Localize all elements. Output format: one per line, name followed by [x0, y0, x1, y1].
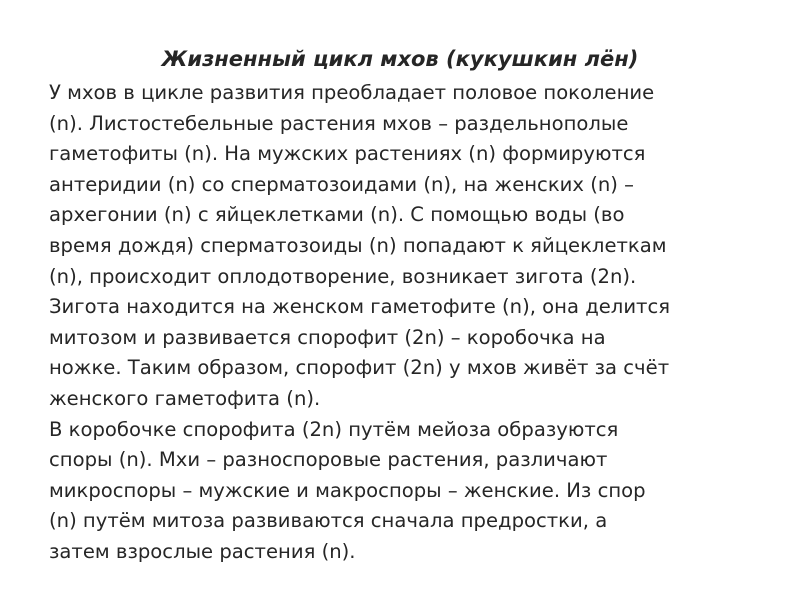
document-title: Жизненный цикл мхов (кукушкин лён)	[161, 47, 639, 71]
text-line: женского гаметофита (n).	[49, 386, 321, 410]
text-line: митозом и развивается спорофит (2n) – коробочка на	[49, 325, 606, 349]
text-line: споры (n). Мхи – разноспоровые растения, различают	[49, 448, 608, 472]
text-line: (n). Листостебельные растения мхов – раздельнополые	[49, 111, 629, 135]
body-text	[49, 78, 773, 568]
text-line: микроспоры – мужские и макроспоры – женские. Из спор	[49, 478, 646, 502]
text-line: Зигота находится на женском гаметофите (n), она делится	[49, 295, 671, 319]
text-line: ножке. Таким образом, спорофит (2n) у мхов живёт за счёт	[49, 356, 670, 380]
text-line: (n), происходит оплодотворение, возникает зигота (2n).	[49, 264, 637, 288]
text-line: В коробочке спорофита (2n) путём мейоза образуются	[49, 417, 619, 441]
text-line: время дождя) сперматозоиды (n) попадают к яйцеклеткам	[49, 233, 667, 257]
text-line: антеридии (n) со сперматозоидами (n), на женских (n) –	[49, 172, 634, 196]
text-line: (n) путём митоза развиваются сначала предростки, а	[49, 509, 608, 533]
text-line: гаметофиты (n). На мужских растениях (n) формируются	[49, 142, 646, 166]
text-line: архегонии (n) с яйцеклетками (n). С помощью воды (во	[49, 203, 625, 227]
text-line: затем взрослые растения (n).	[49, 539, 356, 563]
text-line: У мхов в цикле развития преобладает половое поколение	[49, 81, 655, 104]
